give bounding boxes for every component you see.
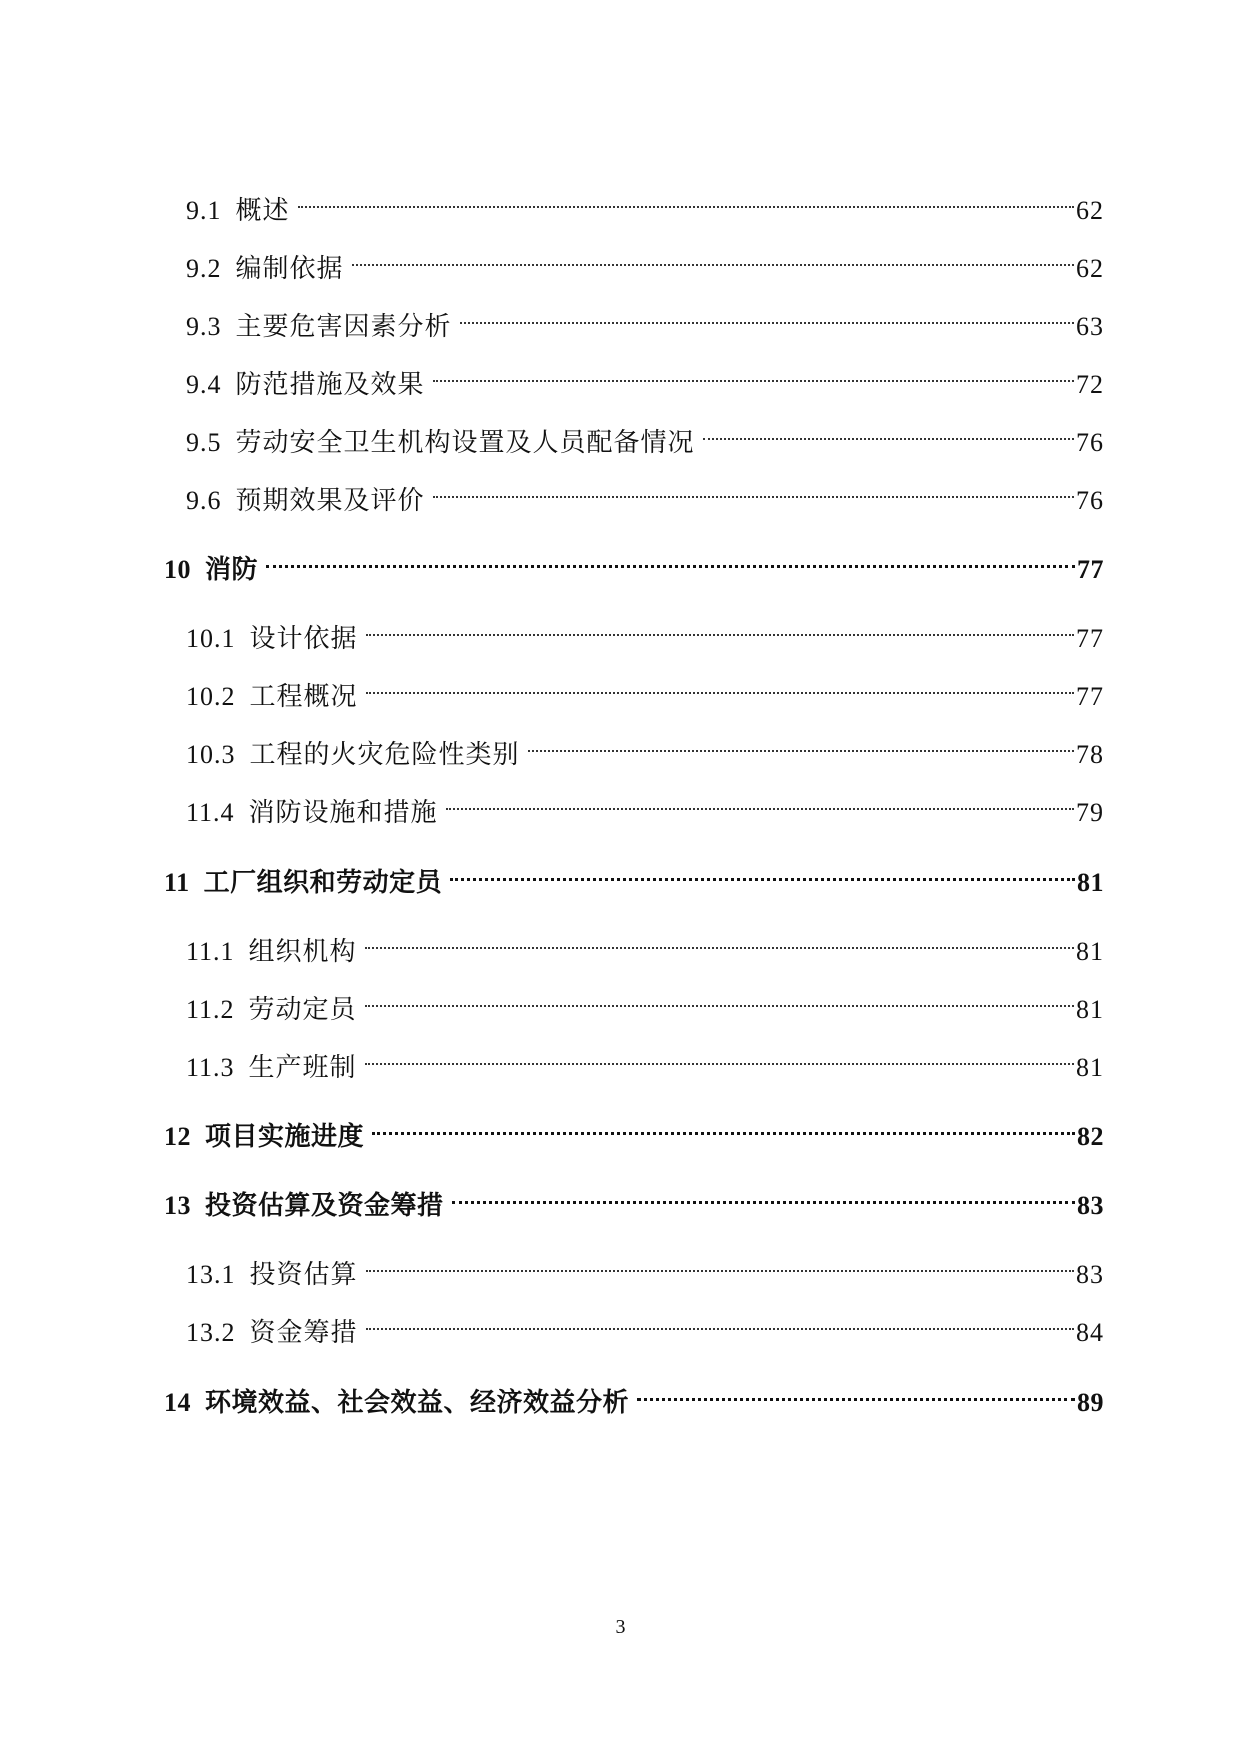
toc-dot-leader bbox=[433, 353, 1076, 393]
toc-entry-number: 11.4 bbox=[186, 798, 235, 827]
toc-dot-leader bbox=[433, 469, 1076, 509]
toc-entry-10-3[interactable] bbox=[186, 723, 1104, 769]
toc-entry-page: 76 bbox=[1076, 486, 1104, 515]
toc-dot-leader bbox=[450, 851, 1077, 891]
toc-entry-number: 11.2 bbox=[186, 995, 235, 1024]
toc-entry-page: 63 bbox=[1076, 312, 1104, 341]
toc-entry-number: 9.2 bbox=[186, 254, 222, 283]
toc-dot-leader bbox=[528, 723, 1076, 763]
toc-entry-title: 主要危害因素分析 bbox=[235, 312, 452, 341]
toc-dot-leader bbox=[365, 1036, 1076, 1076]
toc-entry-page: 81 bbox=[1076, 937, 1104, 966]
toc-entry-10[interactable] bbox=[164, 538, 1104, 584]
toc-dot-leader bbox=[452, 1174, 1077, 1214]
toc-entry-page: 83 bbox=[1076, 1260, 1104, 1289]
toc-entry-title: 劳动安全卫生机构设置及人员配备情况 bbox=[235, 428, 695, 457]
toc-entry-title: 项目实施进度 bbox=[205, 1122, 365, 1151]
toc-entry-12[interactable] bbox=[164, 1105, 1104, 1151]
toc-entry-number: 9.5 bbox=[186, 428, 222, 457]
toc-entry-title: 工程的火灾危险性类别 bbox=[249, 740, 520, 769]
toc-dot-leader bbox=[352, 237, 1076, 277]
toc-dot-leader bbox=[366, 607, 1076, 647]
toc-entry-number: 11 bbox=[164, 868, 190, 897]
toc-entry-11-3[interactable] bbox=[186, 1036, 1104, 1082]
toc-entry-page: 89 bbox=[1077, 1388, 1104, 1417]
toc-dot-leader bbox=[637, 1371, 1077, 1411]
toc-entry-13[interactable] bbox=[164, 1174, 1104, 1220]
toc-dot-leader bbox=[460, 295, 1076, 335]
toc-entry-number: 9.4 bbox=[186, 370, 222, 399]
toc-entry-title: 工程概况 bbox=[249, 682, 358, 711]
toc-dot-leader bbox=[366, 665, 1076, 705]
toc-entry-9-2[interactable] bbox=[186, 237, 1104, 283]
toc-entry-number: 14 bbox=[164, 1388, 191, 1417]
toc-entry-9-4[interactable] bbox=[186, 353, 1104, 399]
toc-entry-number: 9.3 bbox=[186, 312, 222, 341]
toc-entry-9-5[interactable] bbox=[186, 411, 1104, 457]
toc-entry-page: 62 bbox=[1076, 254, 1104, 283]
toc-entry-9-1[interactable] bbox=[186, 179, 1104, 225]
toc-entry-page: 76 bbox=[1076, 428, 1104, 457]
toc-dot-leader bbox=[365, 978, 1076, 1018]
toc-entry-title: 消防 bbox=[205, 555, 259, 584]
toc-entry-9-6[interactable] bbox=[186, 469, 1104, 515]
toc-dot-leader bbox=[298, 179, 1076, 219]
toc-entry-title: 投资估算 bbox=[249, 1260, 358, 1289]
toc-entry-page: 81 bbox=[1076, 995, 1104, 1024]
toc-entry-13-2[interactable] bbox=[186, 1301, 1104, 1347]
toc-entry-title: 编制依据 bbox=[235, 254, 344, 283]
toc-entry-number: 9.1 bbox=[186, 196, 222, 225]
toc-entry-title: 劳动定员 bbox=[248, 995, 357, 1024]
toc-dot-leader bbox=[266, 538, 1077, 578]
toc-entry-title: 设计依据 bbox=[249, 624, 358, 653]
toc-entry-page: 77 bbox=[1076, 624, 1104, 653]
toc-entry-14[interactable] bbox=[164, 1371, 1104, 1417]
toc-entry-title: 概述 bbox=[235, 196, 290, 225]
toc-entry-number: 11.3 bbox=[186, 1053, 235, 1082]
toc-entry-title: 预期效果及评价 bbox=[235, 486, 425, 515]
page-number: 3 bbox=[615, 1616, 626, 1638]
toc-dot-leader bbox=[446, 781, 1076, 821]
toc-entry-number: 10.3 bbox=[186, 740, 236, 769]
toc-entry-page: 72 bbox=[1076, 370, 1104, 399]
toc-entry-11-4[interactable] bbox=[186, 781, 1104, 827]
toc-entry-10-2[interactable] bbox=[186, 665, 1104, 711]
toc-dot-leader bbox=[366, 1243, 1076, 1283]
toc-entry-page: 82 bbox=[1077, 1122, 1104, 1151]
toc-entry-title: 防范措施及效果 bbox=[235, 370, 425, 399]
toc-entry-11-1[interactable] bbox=[186, 920, 1104, 966]
toc-entry-page: 81 bbox=[1076, 1053, 1104, 1082]
toc-dot-leader bbox=[372, 1105, 1077, 1145]
toc-entry-page: 83 bbox=[1077, 1191, 1104, 1220]
toc-entry-page: 84 bbox=[1076, 1318, 1104, 1347]
toc-entry-number: 12 bbox=[164, 1122, 191, 1151]
toc-dot-leader bbox=[366, 1301, 1076, 1341]
toc-dot-leader bbox=[365, 920, 1076, 960]
toc-entry-10-1[interactable] bbox=[186, 607, 1104, 653]
toc-entry-number: 10 bbox=[164, 555, 191, 584]
toc-entry-title: 资金筹措 bbox=[249, 1318, 358, 1347]
toc-entry-title: 消防设施和措施 bbox=[248, 798, 438, 827]
toc-entry-13-1[interactable] bbox=[186, 1243, 1104, 1289]
toc-entry-page: 62 bbox=[1076, 196, 1104, 225]
toc-entry-page: 77 bbox=[1076, 682, 1104, 711]
toc-entry-title: 工厂组织和劳动定员 bbox=[203, 868, 443, 897]
toc-entry-page: 81 bbox=[1077, 868, 1104, 897]
toc-entry-number: 11.1 bbox=[186, 937, 235, 966]
toc-entry-number: 10.1 bbox=[186, 624, 236, 653]
toc-entry-number: 13 bbox=[164, 1191, 191, 1220]
toc-entry-title: 环境效益、社会效益、经济效益分析 bbox=[205, 1388, 630, 1417]
toc-entry-title: 投资估算及资金筹措 bbox=[205, 1191, 444, 1220]
toc-entry-number: 9.6 bbox=[186, 486, 222, 515]
toc-entry-number: 13.2 bbox=[186, 1318, 236, 1347]
toc-entry-number: 10.2 bbox=[186, 682, 236, 711]
toc-entry-page: 77 bbox=[1077, 555, 1104, 584]
toc-entry-title: 生产班制 bbox=[248, 1053, 357, 1082]
toc-entry-title: 组织机构 bbox=[248, 937, 357, 966]
toc-entry-11-2[interactable] bbox=[186, 978, 1104, 1024]
toc-entry-number: 13.1 bbox=[186, 1260, 236, 1289]
toc-entry-11[interactable] bbox=[164, 851, 1104, 897]
toc-dot-leader bbox=[703, 411, 1076, 451]
toc-entry-9-3[interactable] bbox=[186, 295, 1104, 341]
toc-entry-page: 78 bbox=[1076, 740, 1104, 769]
toc-entry-page: 79 bbox=[1076, 798, 1104, 827]
